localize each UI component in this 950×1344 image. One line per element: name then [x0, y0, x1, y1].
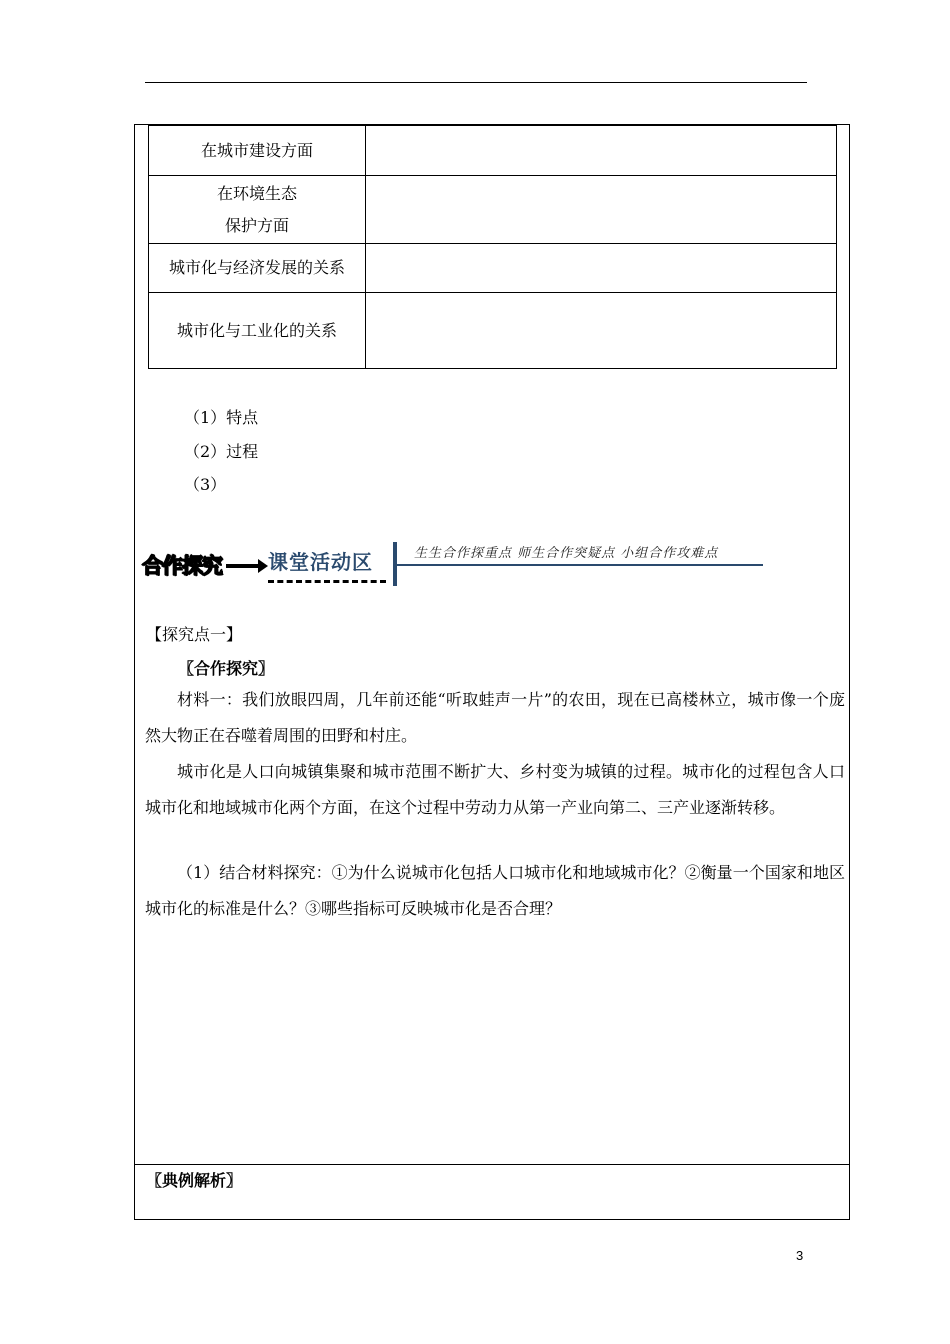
row-label: 城市化与经济发展的关系 [149, 244, 366, 293]
answer-cell[interactable] [366, 244, 837, 293]
banner-tagline: 生生合作探重点 师生合作突疑点 小组合作攻难点 [414, 546, 719, 561]
arrow-right-icon [226, 564, 260, 568]
banner-rule [397, 564, 763, 566]
table-row [149, 244, 837, 293]
row-label: 在环境生态 保护方面 [149, 176, 366, 244]
section-divider [134, 1164, 850, 1165]
list-item: （3） [184, 475, 227, 494]
table-row [149, 126, 837, 176]
comparison-table [148, 125, 837, 369]
banner-dash-divider [268, 580, 386, 583]
banner-zone-title: 课堂活动区 [268, 550, 373, 574]
section-banner [142, 540, 772, 588]
section-subtitle: 〖合作探究〗 [178, 659, 275, 678]
list-item: （1）特点 [184, 408, 259, 427]
row-label: 在城市建设方面 [149, 126, 366, 176]
row-label: 城市化与工业化的关系 [149, 293, 366, 369]
material-paragraph: 城市化是人口向城镇集聚和城市范围不断扩大、乡村变为城镇的过程。城市化的过程包含人口城市化和地域城市化两个方面，在这个过程中劳动力从第一产业向第二、三产业逐渐转移。 [145, 762, 845, 817]
answer-cell[interactable] [366, 176, 837, 244]
header-rule [145, 82, 807, 83]
table-row [149, 293, 837, 369]
material-paragraph: 材料一：我们放眼四周，几年前还能“听取蛙声一片”的农田，现在已高楼林立，城市像一个庞然大物正在吞噬着周围的田野和村庄。 [145, 690, 845, 745]
page-number: 3 [796, 1248, 804, 1263]
answer-cell[interactable] [366, 126, 837, 176]
question-paragraph: （1）结合材料探究：①为什么说城市化包括人口城市化和地域城市化？②衡量一个国家和地区城市化的标准是什么？③哪些指标可反映城市化是否合理？ [145, 863, 845, 918]
table-row [149, 176, 837, 244]
answer-cell[interactable] [366, 293, 837, 369]
banner-badge: 合作探究 [142, 554, 222, 578]
section-point-title: 【探究点一】 [146, 625, 243, 644]
example-title: 〖典例解析〗 [146, 1171, 243, 1190]
list-item: （2）过程 [184, 442, 259, 461]
